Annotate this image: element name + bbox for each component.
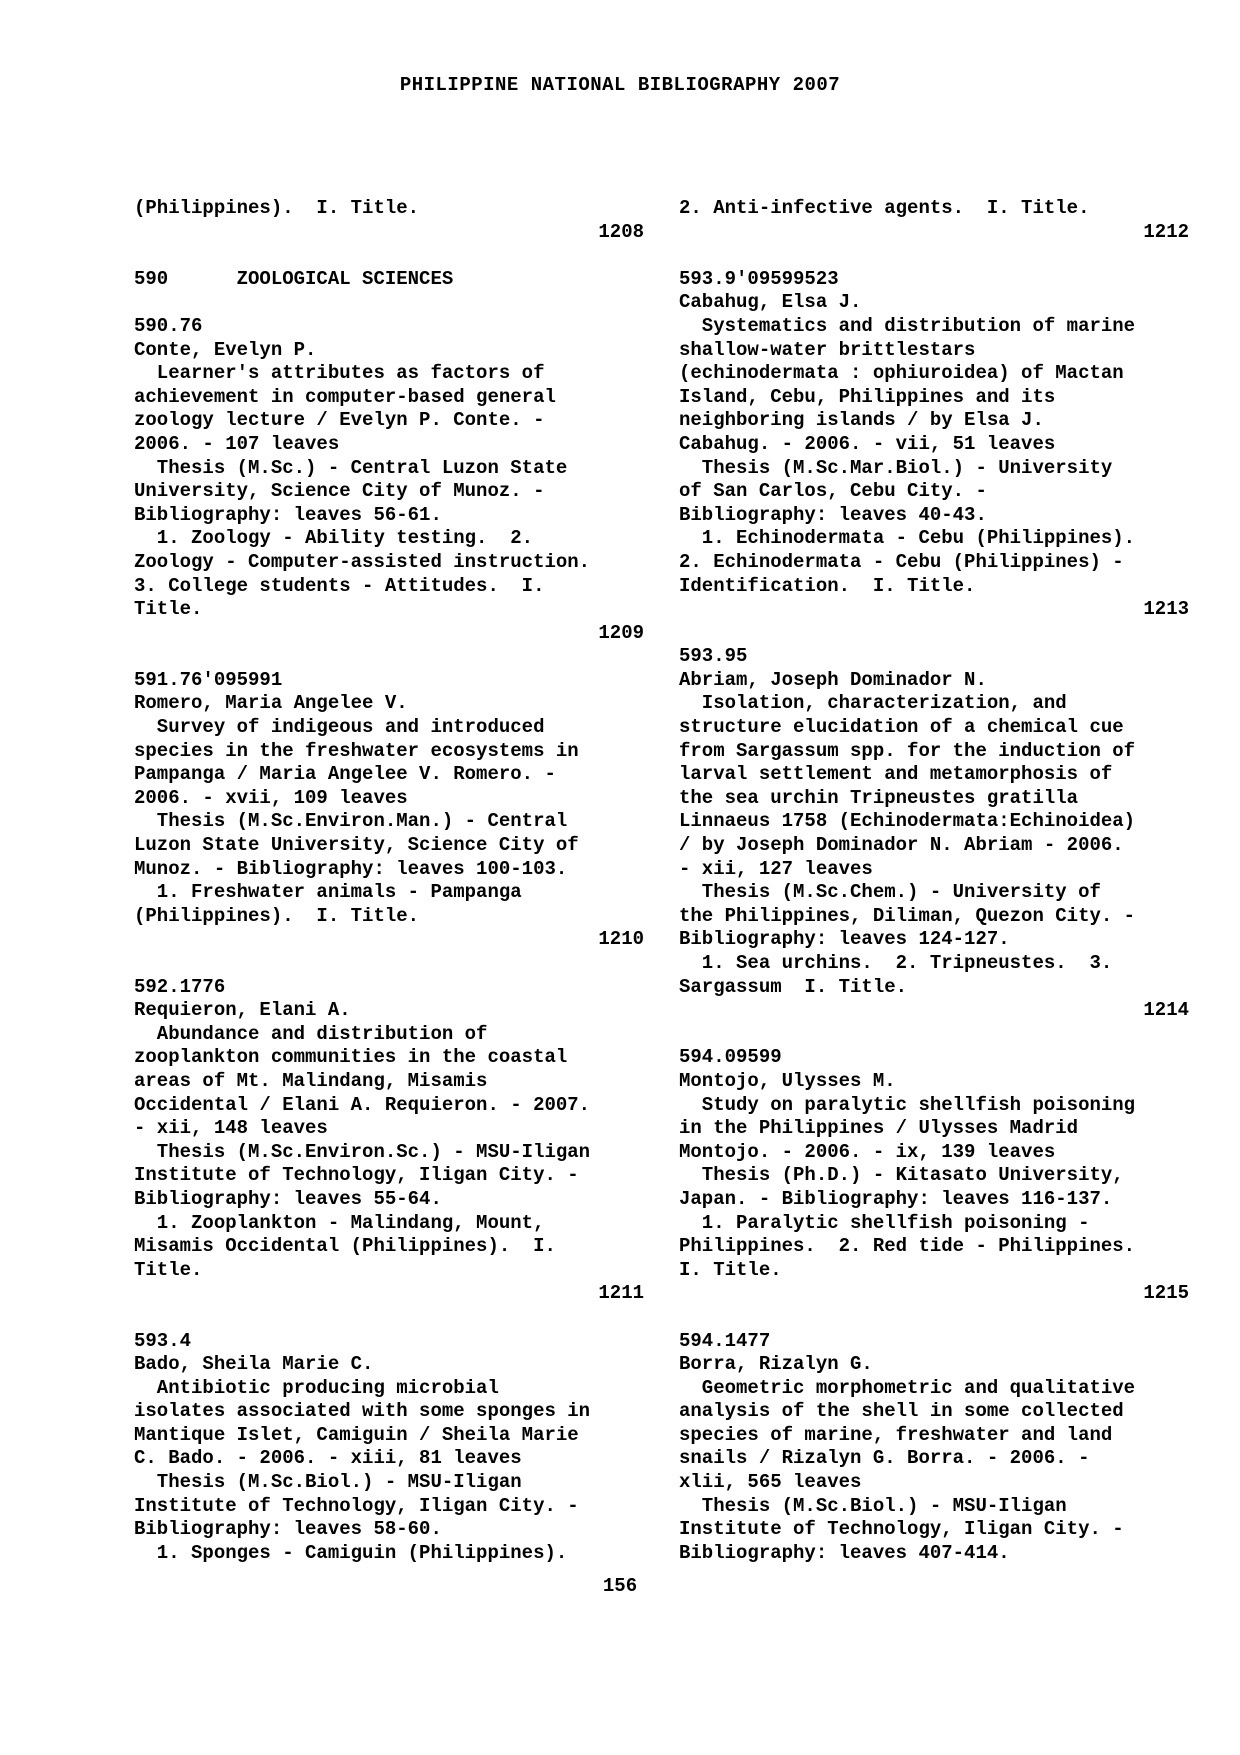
entry-line: Bibliography: leaves 55-64.	[134, 1187, 442, 1210]
entry-line: Japan. - Bibliography: leaves 116-137.	[679, 1187, 1113, 1210]
entry-number: 1210	[598, 928, 644, 951]
entry-line: Isolation, characterization, and	[679, 692, 1067, 715]
bib-entry	[134, 1330, 644, 1566]
call-number: 593.4	[134, 1329, 192, 1352]
entry-line: I. Title.	[679, 1258, 782, 1281]
entry-line: C. Bado. - 2006. - xiii, 81 leaves	[134, 1447, 522, 1470]
entry-line: 1. Paralytic shellfish poisoning -	[679, 1211, 1090, 1234]
call-number: 593.95	[679, 645, 748, 668]
entry-line: larval settlement and metamorphosis of	[679, 763, 1113, 786]
entry-line: Systematics and distribution of marine	[679, 314, 1136, 337]
continuation-line: (Philippines). I. Title.	[134, 197, 420, 219]
entry-line: - xii, 127 leaves	[679, 857, 873, 880]
entry-line: (Philippines). I. Title.	[134, 904, 420, 927]
entry-line: isolates associated with some sponges in	[134, 1400, 591, 1423]
call-number: 591.76'095991	[134, 668, 283, 691]
entry-line: Bibliography: leaves 56-61.	[134, 503, 442, 526]
entry-line: Luzon State University, Science City of	[134, 834, 579, 857]
entry-line: Survey of indigeous and introduced	[134, 716, 545, 739]
bib-entry	[134, 669, 644, 952]
entry-line: Pampanga / Maria Angelee V. Romero. -	[134, 763, 556, 786]
entry-line: Abundance and distribution of	[134, 1022, 488, 1045]
entry-line: Mantique Islet, Camiguin / Sheila Marie	[134, 1423, 579, 1446]
author: Abriam, Joseph Dominador N.	[679, 668, 987, 691]
bib-entry	[679, 645, 1189, 1023]
call-number: 594.1477	[679, 1329, 771, 1352]
entry-line: Bibliography: leaves 40-43.	[679, 503, 987, 526]
entry-line: Title.	[134, 1258, 203, 1281]
entry-line: Learner's attributes as factors of	[134, 362, 545, 385]
entry-line: Title.	[134, 598, 203, 621]
entry-line: (echinodermata : ophiuroidea) of Mactan	[679, 362, 1124, 385]
entry-line: areas of Mt. Malindang, Misamis	[134, 1069, 488, 1092]
entry-line: Zoology - Computer-assisted instruction.	[134, 550, 591, 573]
entry-line: Montojo. - 2006. - ix, 139 leaves	[679, 1140, 1056, 1163]
right-column	[679, 197, 1189, 1565]
entry-line: Sargassum I. Title.	[679, 975, 908, 998]
entry-line: the Philippines, Diliman, Quezon City. -	[679, 904, 1136, 927]
bib-entry	[134, 976, 644, 1306]
entry-line: 1. Sponges - Camiguin (Philippines).	[134, 1541, 568, 1564]
entry-line: Antibiotic producing microbial	[134, 1376, 499, 1399]
entry-number: 1214	[1143, 999, 1189, 1022]
entry-line: structure elucidation of a chemical cue	[679, 716, 1124, 739]
entry-number: 1215	[1143, 1282, 1189, 1305]
entry-line: 1. Zooplankton - Malindang, Mount,	[134, 1211, 545, 1234]
entry-line: Institute of Technology, Iligan City. -	[679, 1518, 1124, 1541]
entry-number: 1212	[1143, 220, 1189, 243]
entry-line: of San Carlos, Cebu City. -	[679, 480, 987, 503]
entry-line: xlii, 565 leaves	[679, 1471, 862, 1494]
call-number: 594.09599	[679, 1046, 782, 1069]
bib-entry	[134, 315, 644, 645]
entry-line: 3. College students - Attitudes. I.	[134, 574, 545, 597]
entry-line: Study on paralytic shellfish poisoning	[679, 1093, 1136, 1116]
entry-line: species in the freshwater ecosystems in	[134, 739, 579, 762]
entry-line: Thesis (M.Sc.Biol.) - MSU-Iligan	[134, 1471, 522, 1494]
entry-line: / by Joseph Dominador N. Abriam - 2006.	[679, 834, 1124, 857]
entry-line: Linnaeus 1758 (Echinodermata:Echinoidea)	[679, 810, 1136, 833]
entry-line: 1. Echinodermata - Cebu (Philippines).	[679, 527, 1136, 550]
entry-line: Thesis (M.Sc.) - Central Luzon State	[134, 456, 568, 479]
page-header: PHILIPPINE NATIONAL BIBLIOGRAPHY 2007	[399, 74, 841, 96]
entry-line: in the Philippines / Ulysses Madrid	[679, 1117, 1079, 1140]
entry-line: the sea urchin Tripneustes gratilla	[679, 786, 1079, 809]
entry-line: - xii, 148 leaves	[134, 1117, 328, 1140]
entry-line: Bibliography: leaves 407-414.	[679, 1541, 1010, 1564]
entry-line: Island, Cebu, Philippines and its	[679, 385, 1056, 408]
continuation-line: 2. Anti-infective agents. I. Title.	[679, 197, 1090, 219]
bib-entry	[679, 1046, 1189, 1306]
left-column	[134, 197, 644, 1565]
entry-line: 1. Freshwater animals - Pampanga	[134, 881, 522, 904]
entry-number: 1213	[1143, 598, 1189, 621]
entry-line: neighboring islands / by Elsa J.	[679, 409, 1044, 432]
entry-line: Thesis (M.Sc.Chem.) - University of	[679, 881, 1101, 904]
call-number: 590.76	[134, 314, 203, 337]
entry-line: Identification. I. Title.	[679, 574, 976, 597]
bib-entry	[679, 1330, 1189, 1566]
entry-line: University, Science City of Munoz. -	[134, 480, 545, 503]
entry-line: snails / Rizalyn G. Borra. - 2006. -	[679, 1447, 1090, 1470]
entry-line: Munoz. - Bibliography: leaves 100-103.	[134, 857, 568, 880]
entry-line: zooplankton communities in the coastal	[134, 1046, 568, 1069]
entry-number: 1208	[598, 220, 644, 243]
entry-line: Thesis (M.Sc.Environ.Sc.) - MSU-Iligan	[134, 1140, 591, 1163]
entry-line: 1. Zoology - Ability testing. 2.	[134, 527, 534, 550]
entry-line: analysis of the shell in some collected	[679, 1400, 1124, 1423]
entry-number: 1211	[598, 1282, 644, 1305]
entry-line: Thesis (M.Sc.Biol.) - MSU-Iligan	[679, 1494, 1067, 1517]
entry-line: achievement in computer-based general	[134, 385, 556, 408]
entry-line: Occidental / Elani A. Requieron. - 2007.	[134, 1093, 591, 1116]
entry-number: 1209	[598, 621, 644, 644]
entry-line: species of marine, freshwater and land	[679, 1423, 1113, 1446]
call-number: 593.9'09599523	[679, 267, 839, 290]
entry-line: zoology lecture / Evelyn P. Conte. -	[134, 409, 545, 432]
entry-line: 2. Echinodermata - Cebu (Philippines) -	[679, 550, 1124, 573]
author: Bado, Sheila Marie C.	[134, 1353, 374, 1376]
entry-line: Bibliography: leaves 124-127.	[679, 928, 1010, 951]
entry-line: Thesis (M.Sc.Mar.Biol.) - University	[679, 456, 1113, 479]
call-number: 592.1776	[134, 975, 226, 998]
entry-line: shallow-water brittlestars	[679, 338, 976, 361]
author: Conte, Evelyn P.	[134, 338, 317, 361]
page-number: 156	[602, 1575, 638, 1597]
subject-heading: 590 ZOOLOGICAL SCIENCES	[134, 267, 454, 290]
entry-line: Cabahug. - 2006. - vii, 51 leaves	[679, 432, 1056, 455]
entry-line: from Sargassum spp. for the induction of	[679, 739, 1136, 762]
entry-line: Institute of Technology, Iligan City. -	[134, 1494, 579, 1517]
bib-entry	[679, 268, 1189, 622]
entry-line: Thesis (Ph.D.) - Kitasato University,	[679, 1164, 1124, 1187]
entry-line: 2006. - xvii, 109 leaves	[134, 786, 408, 809]
entry-line: Thesis (M.Sc.Environ.Man.) - Central	[134, 810, 568, 833]
author: Requieron, Elani A.	[134, 999, 351, 1022]
entry-line: Geometric morphometric and qualitative	[679, 1376, 1136, 1399]
entry-line: Misamis Occidental (Philippines). I.	[134, 1235, 556, 1258]
author: Montojo, Ulysses M.	[679, 1069, 896, 1092]
entry-line: Philippines. 2. Red tide - Philippines.	[679, 1235, 1136, 1258]
author: Cabahug, Elsa J.	[679, 291, 862, 314]
entry-line: 2006. - 107 leaves	[134, 432, 340, 455]
entry-line: Institute of Technology, Iligan City. -	[134, 1164, 579, 1187]
author: Borra, Rizalyn G.	[679, 1353, 873, 1376]
entry-line: Bibliography: leaves 58-60.	[134, 1518, 442, 1541]
entry-line: 1. Sea urchins. 2. Tripneustes. 3.	[679, 952, 1113, 974]
author: Romero, Maria Angelee V.	[134, 692, 408, 715]
